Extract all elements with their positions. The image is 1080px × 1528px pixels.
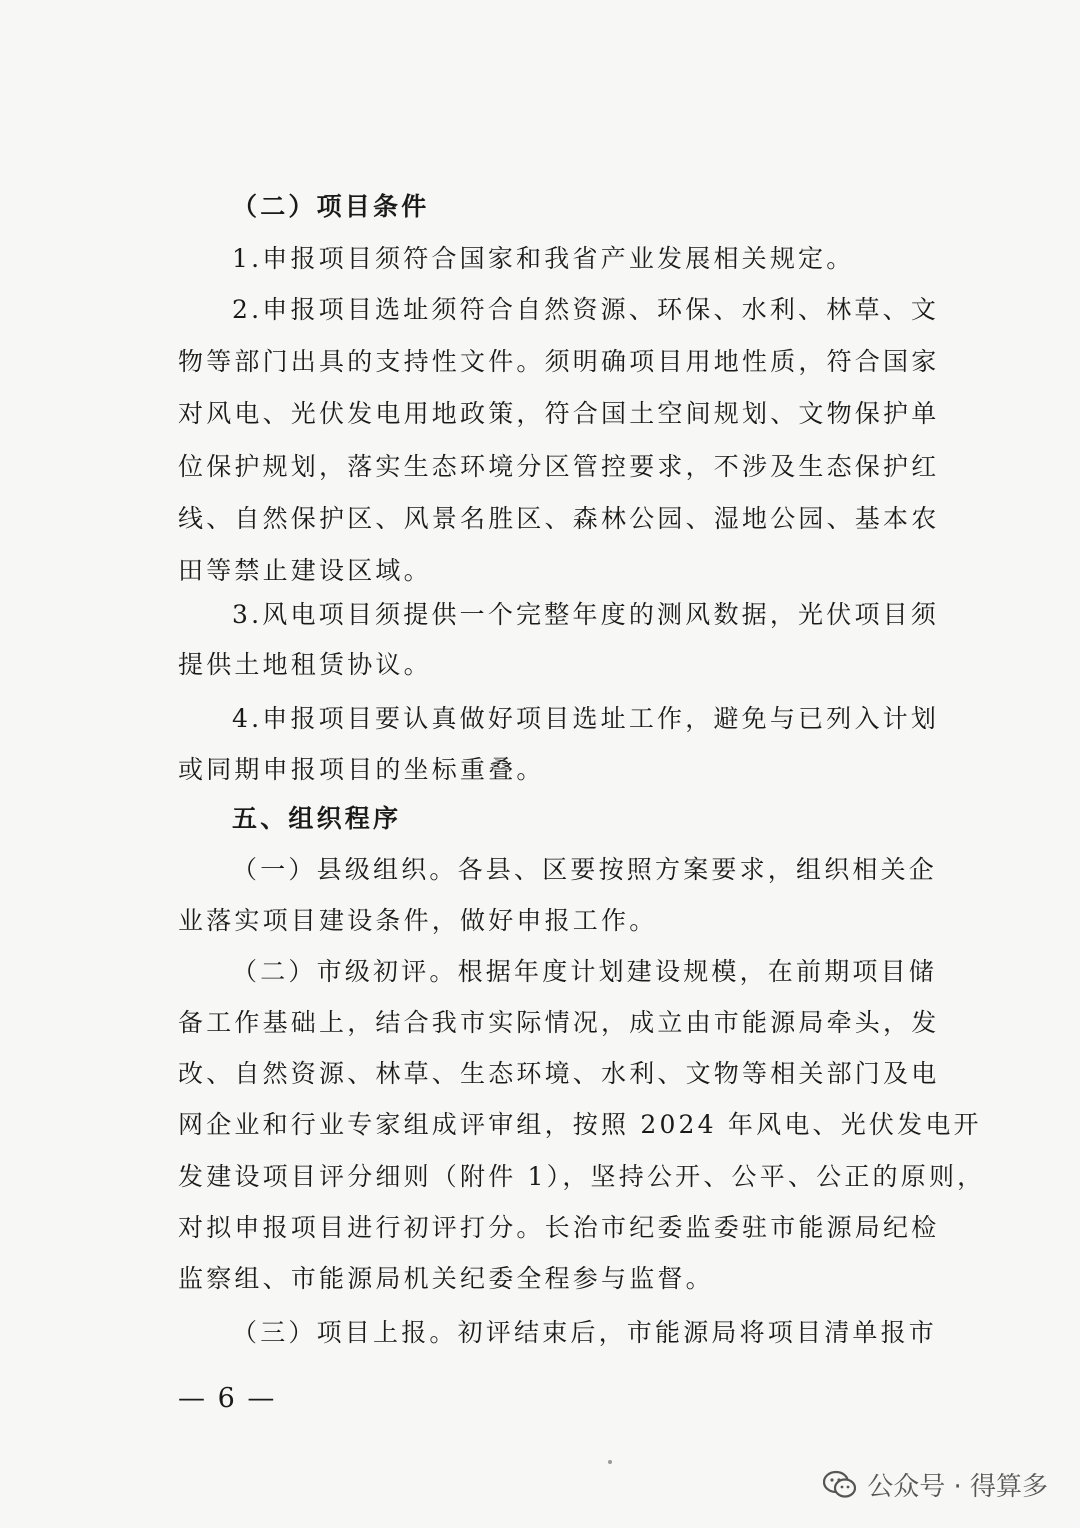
- text-line: 1.申报项目须符合国家和我省产业发展相关规定。: [232, 244, 855, 273]
- text-line: 2.申报项目选址须符合自然资源、环保、水利、林草、文: [232, 295, 940, 324]
- text-line: 提供土地租赁协议。: [178, 650, 432, 679]
- text-line: 田等禁止建设区域。: [178, 556, 432, 585]
- text-line: 改、自然资源、林草、生态环境、水利、文物等相关部门及电: [178, 1059, 940, 1088]
- text-line: 位保护规划，落实生态环境分区管控要求，不涉及生态保护红: [178, 452, 940, 481]
- text-line: 对拟申报项目进行初评打分。长治市纪委监委驻市能源局纪检: [178, 1213, 940, 1242]
- text-line: 对风电、光伏发电用地政策，符合国土空间规划、文物保护单: [178, 399, 940, 428]
- text-line: （二）市级初评。根据年度计划建设规模，在前期项目储: [232, 957, 938, 986]
- text-line: 备工作基础上，结合我市实际情况，成立由市能源局牵头，发: [178, 1008, 940, 1037]
- text-line: 业落实项目建设条件，做好申报工作。: [178, 906, 658, 935]
- text-line: 监察组、市能源局机关纪委全程参与监督。: [178, 1264, 714, 1293]
- text-line: 发建设项目评分细则（附件 1），坚持公开、公平、公正的原则，: [178, 1162, 986, 1191]
- wechat-icon: [823, 1470, 857, 1500]
- text-line: 线、自然保护区、风景名胜区、森林公园、湿地公园、基本农: [178, 504, 940, 533]
- text-line: 或同期申报项目的坐标重叠。: [178, 755, 545, 784]
- text-line: （一）县级组织。各县、区要按照方案要求，组织相关企: [232, 855, 938, 884]
- text-line: 五、组织程序: [232, 804, 402, 833]
- page-number: — 6 —: [178, 1383, 277, 1414]
- text-line: （三）项目上报。初评结束后，市能源局将项目清单报市: [232, 1318, 938, 1347]
- text-line: 4.申报项目要认真做好项目选址工作，避免与已列入计划: [232, 704, 940, 733]
- text-line: 网企业和行业专家组成评审组，按照 2024 年风电、光伏发电开: [178, 1110, 982, 1139]
- text-line: 物等部门出具的支持性文件。须明确项目用地性质，符合国家: [178, 347, 940, 376]
- text-line: （二）项目条件: [232, 192, 430, 221]
- watermark: [823, 1466, 1048, 1503]
- text-line: 3.风电项目须提供一个完整年度的测风数据，光伏项目须: [232, 600, 940, 629]
- scan-speck: [608, 1460, 612, 1464]
- watermark-text: 公众号 · 得算多: [867, 1472, 1048, 1502]
